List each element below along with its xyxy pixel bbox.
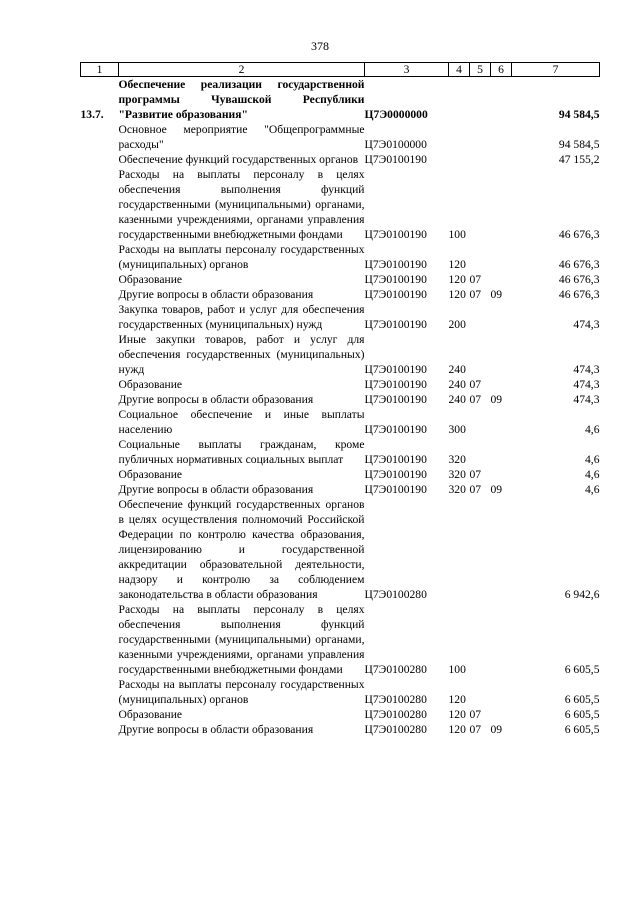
section-cell: 07: [469, 723, 482, 736]
table-row: [81, 77, 600, 123]
target-article-cell: Ц7Э0100280: [364, 723, 427, 736]
expense-name-cell: Другие вопросы в области образования: [118, 288, 314, 301]
budget-table: [80, 62, 600, 737]
expense-name-cell: Закупка товаров, работ и услуг для обеспечения государственных (муниципальных) нужд: [118, 303, 365, 331]
amount-cell: 474,3: [573, 393, 600, 406]
expense-type-cell: 100: [448, 228, 466, 241]
row-number-cell: [81, 722, 119, 737]
expense-type-cell: 320: [448, 468, 466, 481]
column-header-3: 3: [365, 63, 449, 77]
amount-cell: 6 605,5: [564, 723, 600, 736]
target-article-cell: Ц7Э0100190: [364, 468, 427, 481]
row-number-cell: [81, 332, 119, 377]
row-number-cell: [81, 392, 119, 407]
row-number-cell: [81, 602, 119, 677]
row-number-cell: [81, 152, 119, 167]
row-number-cell: [81, 707, 119, 722]
target-article-cell: Ц7Э0100280: [364, 588, 427, 601]
expense-type-cell: [449, 497, 470, 602]
expense-name-cell: Расходы на выплаты персоналу в целях обеспечения выполнения функций государственными (муниципальными) органами, казенными учреждениями, органами управления государственными внебюджетными фондами: [118, 168, 365, 241]
column-header-7: 7: [512, 63, 600, 77]
subsection-cell: [491, 272, 512, 287]
section-cell: 07: [469, 378, 482, 391]
expense-name-cell: Расходы на выплаты персоналу государственных (муниципальных) органов: [118, 678, 365, 706]
expense-name-cell: Обеспечение функций государственных органов: [118, 153, 359, 166]
target-article-cell: Ц7Э0100280: [364, 663, 427, 676]
row-number-cell: 13.7.: [80, 108, 104, 121]
target-article-cell: Ц7Э0100190: [364, 393, 427, 406]
amount-cell: 6 942,6: [564, 588, 600, 601]
target-article-cell: Ц7Э0100190: [364, 378, 427, 391]
table-row: [81, 497, 600, 602]
target-article-cell: Ц7Э0100190: [364, 288, 427, 301]
section-cell: [470, 167, 491, 242]
expense-type-cell: 120: [448, 288, 466, 301]
amount-cell: 474,3: [573, 363, 600, 376]
target-article-cell: Ц7Э0100190: [364, 363, 427, 376]
expense-name-cell: Образование: [118, 378, 183, 391]
target-article-cell: Ц7Э0100190: [364, 423, 427, 436]
expense-type-cell: 200: [448, 318, 466, 331]
expense-name-cell: Социальное обеспечение и иные выплаты населению: [118, 408, 365, 436]
expense-type-cell: 240: [448, 393, 466, 406]
target-article-cell: Ц7Э0000000: [364, 108, 428, 121]
amount-cell: 4,6: [585, 453, 600, 466]
section-cell: [470, 242, 491, 272]
expense-name-cell: Социальные выплаты гражданам, кроме публичных нормативных социальных выплат: [118, 438, 365, 466]
table-row: [81, 407, 600, 437]
row-number-cell: [81, 302, 119, 332]
section-cell: [470, 77, 491, 123]
section-cell: [470, 602, 491, 677]
subsection-cell: 09: [490, 723, 503, 736]
target-article-cell: Ц7Э0100190: [364, 453, 427, 466]
section-cell: 07: [469, 288, 482, 301]
column-header-1: 1: [81, 63, 119, 77]
row-number-cell: [81, 122, 119, 152]
row-number-cell: [81, 272, 119, 287]
row-number-cell: [81, 437, 119, 467]
section-cell: [470, 407, 491, 437]
section-cell: [470, 437, 491, 467]
subsection-cell: [491, 497, 512, 602]
subsection-cell: [491, 302, 512, 332]
target-article-cell: Ц7Э0100190: [364, 153, 427, 166]
expense-type-cell: 120: [448, 693, 466, 706]
expense-type-cell: 120: [448, 708, 466, 721]
target-article-cell: Ц7Э0100280: [364, 693, 427, 706]
target-article-cell: Ц7Э0100190: [364, 258, 427, 271]
expense-type-cell: [449, 152, 470, 167]
row-number-cell: [81, 287, 119, 302]
column-header-6: 6: [491, 63, 512, 77]
amount-cell: 6 605,5: [564, 663, 600, 676]
expense-type-cell: 240: [448, 378, 466, 391]
amount-cell: 47 155,2: [558, 153, 600, 166]
expense-type-cell: 120: [448, 273, 466, 286]
table-row: [81, 287, 600, 302]
target-article-cell: Ц7Э0100190: [364, 228, 427, 241]
expense-name-cell: Другие вопросы в области образования: [118, 483, 314, 496]
subsection-cell: [491, 332, 512, 377]
target-article-cell: Ц7Э0100190: [364, 483, 427, 496]
subsection-cell: [491, 437, 512, 467]
section-cell: 07: [469, 468, 482, 481]
expense-type-cell: 240: [448, 363, 466, 376]
subsection-cell: [491, 242, 512, 272]
expense-type-cell: 120: [448, 258, 466, 271]
subsection-cell: 09: [490, 393, 503, 406]
column-header-5: 5: [470, 63, 491, 77]
budget-table-body: [81, 77, 600, 738]
expense-name-cell: Образование: [118, 708, 183, 721]
table-row: [81, 677, 600, 707]
table-row: [81, 722, 600, 737]
amount-cell: 474,3: [573, 378, 600, 391]
section-cell: [470, 122, 491, 152]
subsection-cell: 09: [490, 483, 503, 496]
table-row: [81, 437, 600, 467]
amount-cell: 4,6: [585, 483, 600, 496]
amount-cell: 474,3: [573, 318, 600, 331]
subsection-cell: [491, 467, 512, 482]
table-row: [81, 152, 600, 167]
expense-type-cell: 320: [448, 483, 466, 496]
amount-cell: 4,6: [585, 423, 600, 436]
subsection-cell: [491, 122, 512, 152]
section-cell: [470, 152, 491, 167]
row-number-cell: [81, 377, 119, 392]
table-row: [81, 242, 600, 272]
table-row: [81, 167, 600, 242]
table-row: [81, 377, 600, 392]
table-row: [81, 122, 600, 152]
amount-cell: 46 676,3: [558, 288, 600, 301]
table-row: [81, 482, 600, 497]
column-header-4: 4: [449, 63, 470, 77]
row-number-cell: [81, 482, 119, 497]
subsection-cell: [491, 407, 512, 437]
target-article-cell: Ц7Э0100190: [364, 318, 427, 331]
table-row: [81, 707, 600, 722]
subsection-cell: [491, 77, 512, 123]
row-number-cell: [81, 497, 119, 602]
subsection-cell: [491, 152, 512, 167]
expense-type-cell: [449, 122, 470, 152]
subsection-cell: [491, 167, 512, 242]
target-article-cell: Ц7Э0100000: [364, 138, 427, 151]
amount-cell: 46 676,3: [558, 228, 600, 241]
table-row: [81, 392, 600, 407]
section-cell: [470, 332, 491, 377]
section-cell: [470, 302, 491, 332]
column-number-header-row: [81, 63, 600, 77]
section-cell: [470, 677, 491, 707]
table-row: [81, 467, 600, 482]
section-cell: 07: [469, 273, 482, 286]
expense-name-cell: Другие вопросы в области образования: [118, 393, 314, 406]
row-number-cell: [81, 167, 119, 242]
expense-name-cell: Образование: [118, 273, 183, 286]
section-cell: 07: [469, 708, 482, 721]
expense-type-cell: 300: [448, 423, 466, 436]
row-number-cell: [81, 242, 119, 272]
page-number: 378: [311, 39, 329, 53]
row-number-cell: [81, 467, 119, 482]
expense-name-cell: Расходы на выплаты персоналу государственных (муниципальных) органов: [118, 243, 365, 271]
amount-cell: 94 584,5: [558, 138, 600, 151]
table-row: [81, 272, 600, 287]
amount-cell: 6 605,5: [564, 693, 600, 706]
amount-cell: 46 676,3: [558, 258, 600, 271]
table-row: [81, 302, 600, 332]
expense-type-cell: 120: [448, 723, 466, 736]
section-cell: 07: [469, 393, 482, 406]
column-header-2: 2: [119, 63, 365, 77]
amount-cell: 46 676,3: [558, 273, 600, 286]
expense-type-cell: 100: [448, 663, 466, 676]
expense-name-cell: Расходы на выплаты персоналу в целях обеспечения выполнения функций государственными (муниципальными) органами, казенными учреждениями, органами управления государственными внебюджетными фондами: [118, 603, 365, 676]
target-article-cell: Ц7Э0100190: [364, 273, 427, 286]
expense-name-cell: Обеспечение функций государственных органов в целях осуществления полномочий Российской Федерации по контролю качества образования, лицензированию и государственной аккредитации образовательной деятельности, надзору и контролю за соблюдением законодательства в области образования: [118, 498, 365, 601]
amount-cell: 4,6: [585, 468, 600, 481]
section-cell: 07: [469, 483, 482, 496]
expense-name-cell: Другие вопросы в области образования: [118, 723, 314, 736]
expense-name-cell: Основное мероприятие "Общепрограммные расходы": [118, 123, 365, 151]
section-cell: [470, 497, 491, 602]
subsection-cell: 09: [490, 288, 503, 301]
expense-type-cell: 320: [448, 453, 466, 466]
row-number-cell: [81, 677, 119, 707]
expense-type-cell: [449, 77, 470, 123]
amount-cell: 94 584,5: [558, 108, 600, 121]
expense-name-cell: Образование: [118, 468, 183, 481]
expense-name-cell: Иные закупки товаров, работ и услуг для обеспечения государственных (муниципальных) нужд: [118, 333, 365, 376]
amount-cell: 6 605,5: [564, 708, 600, 721]
table-row: [81, 332, 600, 377]
subsection-cell: [491, 677, 512, 707]
subsection-cell: [491, 377, 512, 392]
target-article-cell: Ц7Э0100280: [364, 708, 427, 721]
subsection-cell: [491, 707, 512, 722]
subsection-cell: [491, 602, 512, 677]
row-number-cell: [81, 407, 119, 437]
table-row: [81, 602, 600, 677]
expense-name-cell: Обеспечение реализации государственной программы Чувашской Республики "Развитие образования": [118, 78, 365, 121]
